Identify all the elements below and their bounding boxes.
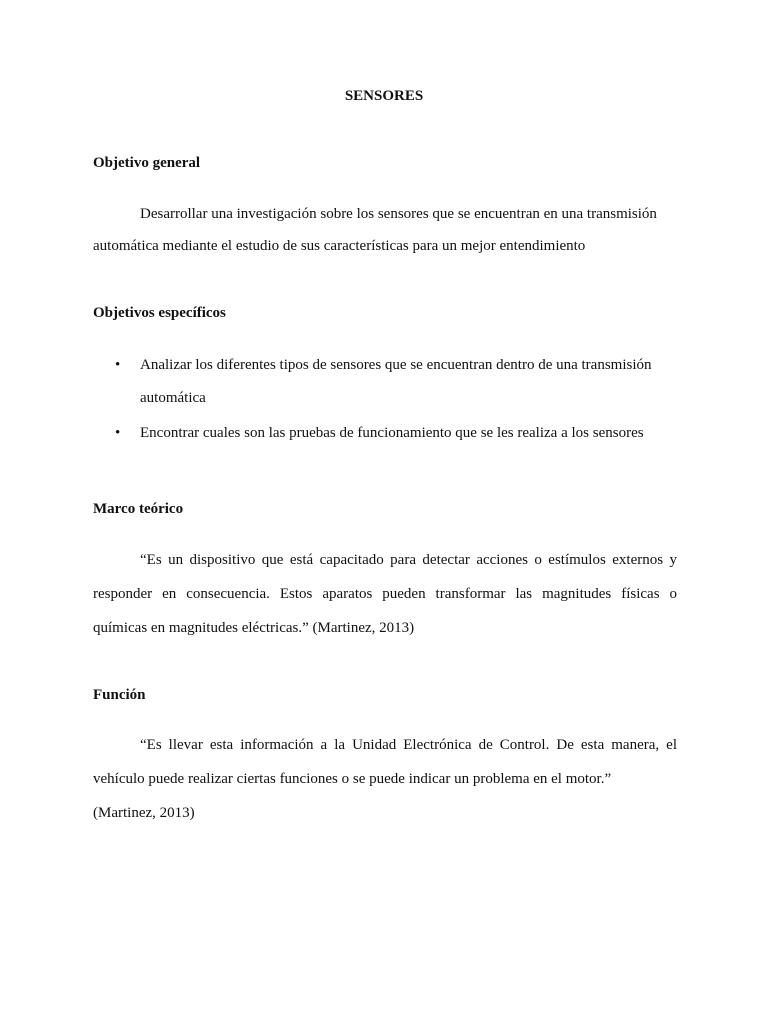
heading-marco-teorico: Marco teórico bbox=[93, 501, 184, 517]
paragraph-line: (Martinez, 2013) bbox=[93, 805, 195, 821]
list-item-continuation: automática bbox=[140, 390, 206, 406]
paragraph-line: químicas en magnitudes eléctricas.” (Martinez, 2013) bbox=[93, 620, 415, 636]
paragraph-line: vehículo puede realizar ciertas funciones o se puede indicar un problema en el motor.” bbox=[93, 771, 612, 787]
heading-objetivo-general: Objetivo general bbox=[93, 155, 201, 171]
list-item: Encontrar cuales son las pruebas de funcionamiento que se les realiza a los sensores bbox=[140, 425, 644, 441]
paragraph-line: automática mediante el estudio de sus características para un mejor entendimiento bbox=[93, 238, 586, 254]
bullet-icon: • bbox=[115, 425, 121, 441]
page-title: SENSORES bbox=[344, 88, 424, 104]
paragraph-line: responder en consecuencia. Estos aparatos pueden transformar las magnitudes físicas o bbox=[93, 586, 677, 602]
bullet-icon: • bbox=[115, 357, 121, 373]
list-item: Analizar los diferentes tipos de sensores que se encuentran dentro de una transmisión bbox=[140, 357, 652, 373]
heading-funcion: Función bbox=[93, 687, 146, 703]
heading-objetivos-especificos: Objetivos específicos bbox=[93, 305, 226, 321]
paragraph-line: “Es un dispositivo que está capacitado para detectar acciones o estímulos externos y bbox=[140, 552, 677, 568]
paragraph-line: Desarrollar una investigación sobre los sensores que se encuentran en una transmisión bbox=[140, 206, 657, 222]
paragraph-line: “Es llevar esta información a la Unidad Electrónica de Control. De esta manera, el bbox=[140, 737, 677, 753]
